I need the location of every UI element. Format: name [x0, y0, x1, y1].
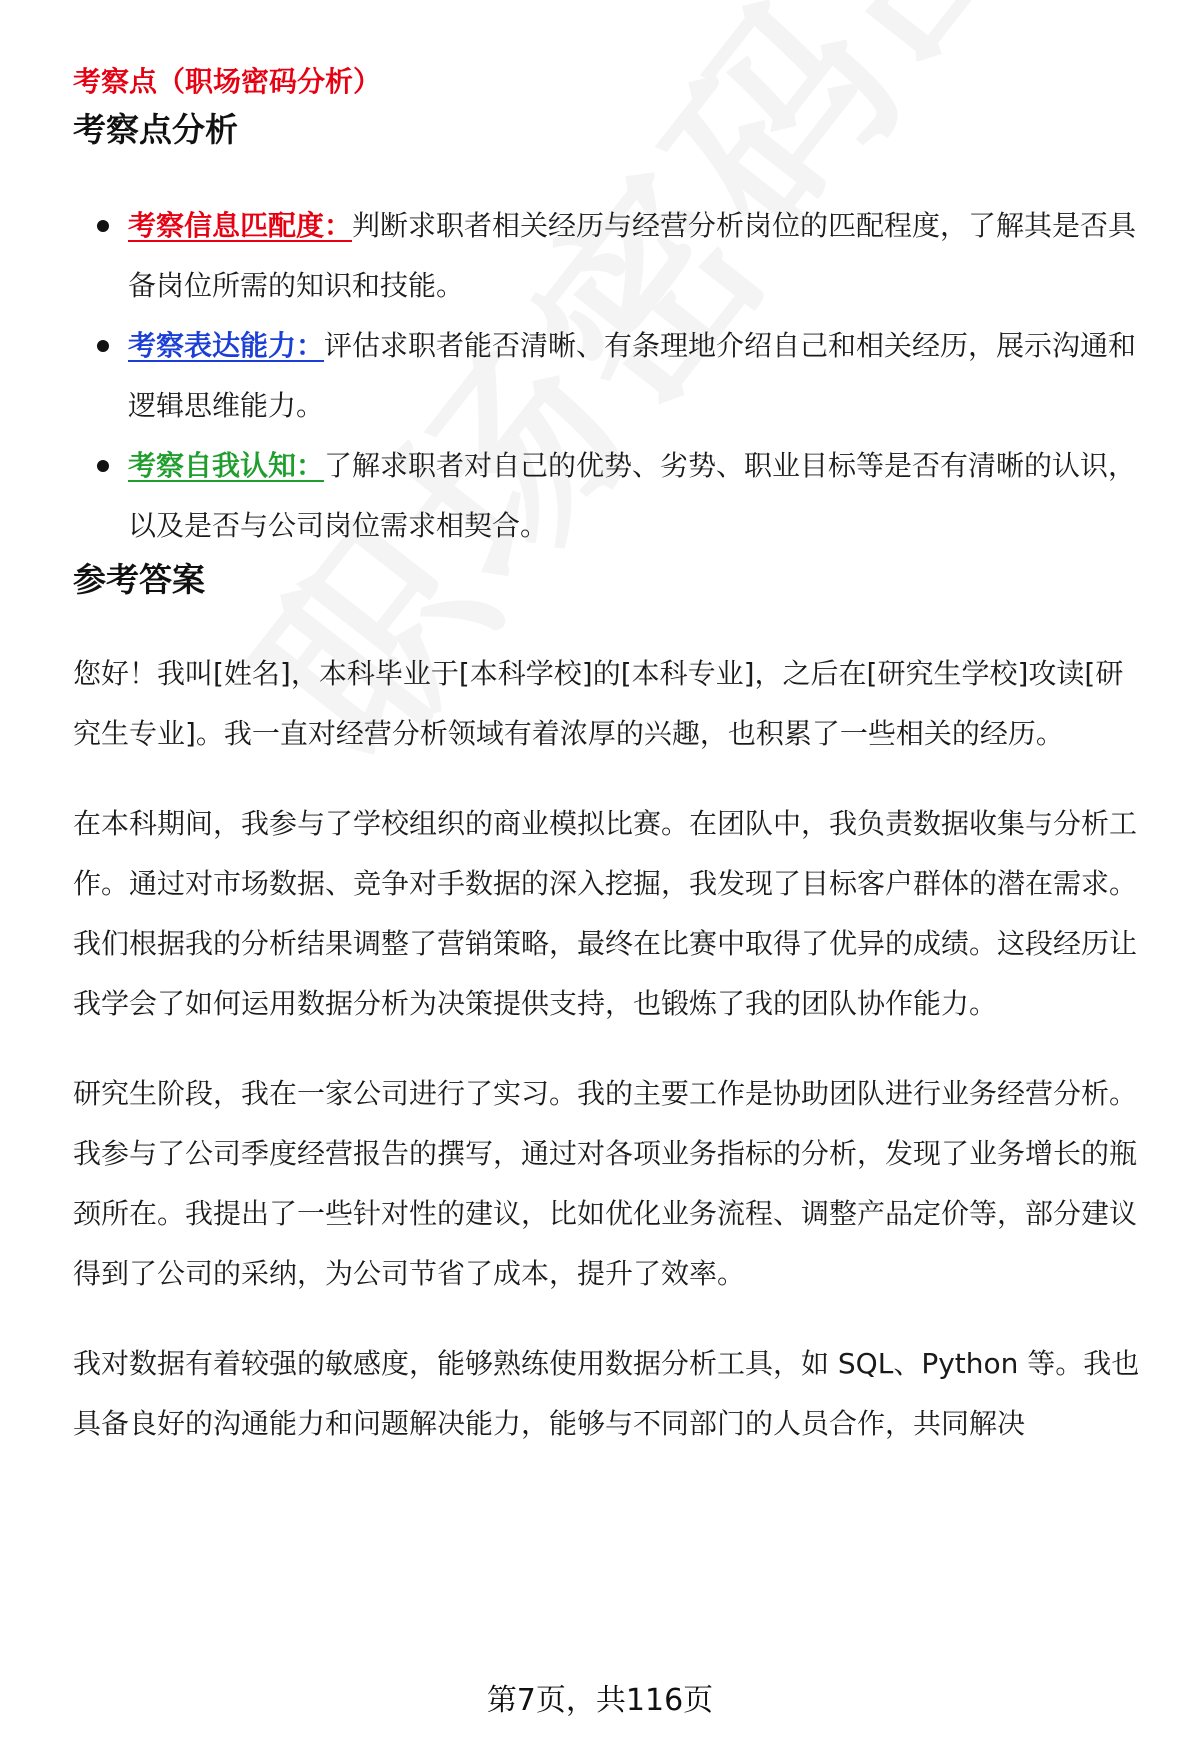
point-text: 了解求职者对自己的优势、劣势、职业目标等是否有清晰的认识，以及是否与公司岗位需求相契合。 [128, 449, 1137, 542]
paragraph: 我对数据有着较强的敏感度，能够熟练使用数据分析工具，如 SQL、Python 等。我也具备良好的沟通能力和问题解决能力，能够与不同部门的人员合作，共同解决 [73, 1347, 1140, 1440]
answer-heading: 参考答案 [73, 560, 205, 599]
point-title: 考察表达能力： [128, 329, 325, 362]
section-label: 考察点（职场密码分析） [73, 65, 382, 98]
page-content [73, 58, 1143, 1534]
point-text: 评估求职者能否清晰、有条理地介绍自己和相关经历，展示沟通和逻辑思维能力。 [128, 329, 1137, 422]
point-title: 考察信息匹配度： [128, 209, 353, 242]
paragraph: 您好！我叫[姓名]，本科毕业于[本科学校]的[本科专业]，之后在[研究生学校]攻读[研究生专业]。我一直对经营分析领域有着浓厚的兴趣，也积累了一些相关的经历。 [73, 657, 1124, 750]
bullet-icon [97, 460, 109, 472]
list-item [73, 436, 1143, 556]
paragraph: 研究生阶段，我在一家公司进行了实习。我的主要工作是协助团队进行业务经营分析。我参与了公司季度经营报告的撰写，通过对各项业务指标的分析，发现了业务增长的瓶颈所在。我提出了一些针对性的建议，比如优化业务流程、调整产品定价等，部分建议得到了公司的采纳，为公司节省了成本，提升了效率。 [73, 1077, 1138, 1290]
bullet-icon [97, 340, 109, 352]
analysis-heading: 考察点分析 [73, 110, 238, 149]
point-title: 考察自我认知： [128, 449, 325, 482]
bullet-icon [97, 220, 109, 232]
answer-body [73, 604, 1143, 1534]
point-text: 判断求职者相关经历与经营分析岗位的匹配程度，了解其是否具备岗位所需的知识和技能。 [128, 209, 1137, 302]
list-item [73, 316, 1143, 436]
points-list [73, 196, 1143, 556]
list-item [73, 196, 1143, 316]
page-footer: 第7页，共116页 [486, 1683, 714, 1718]
paragraph: 在本科期间，我参与了学校组织的商业模拟比赛。在团队中，我负责数据收集与分析工作。通过对市场数据、竞争对手数据的深入挖掘，我发现了目标客户群体的潜在需求。我们根据我的分析结果调整了营销策略，最终在比赛中取得了优异的成绩。这段经历让我学会了如何运用数据分析为决策提供支持，也锻炼了我的团队协作能力。 [73, 807, 1138, 1020]
